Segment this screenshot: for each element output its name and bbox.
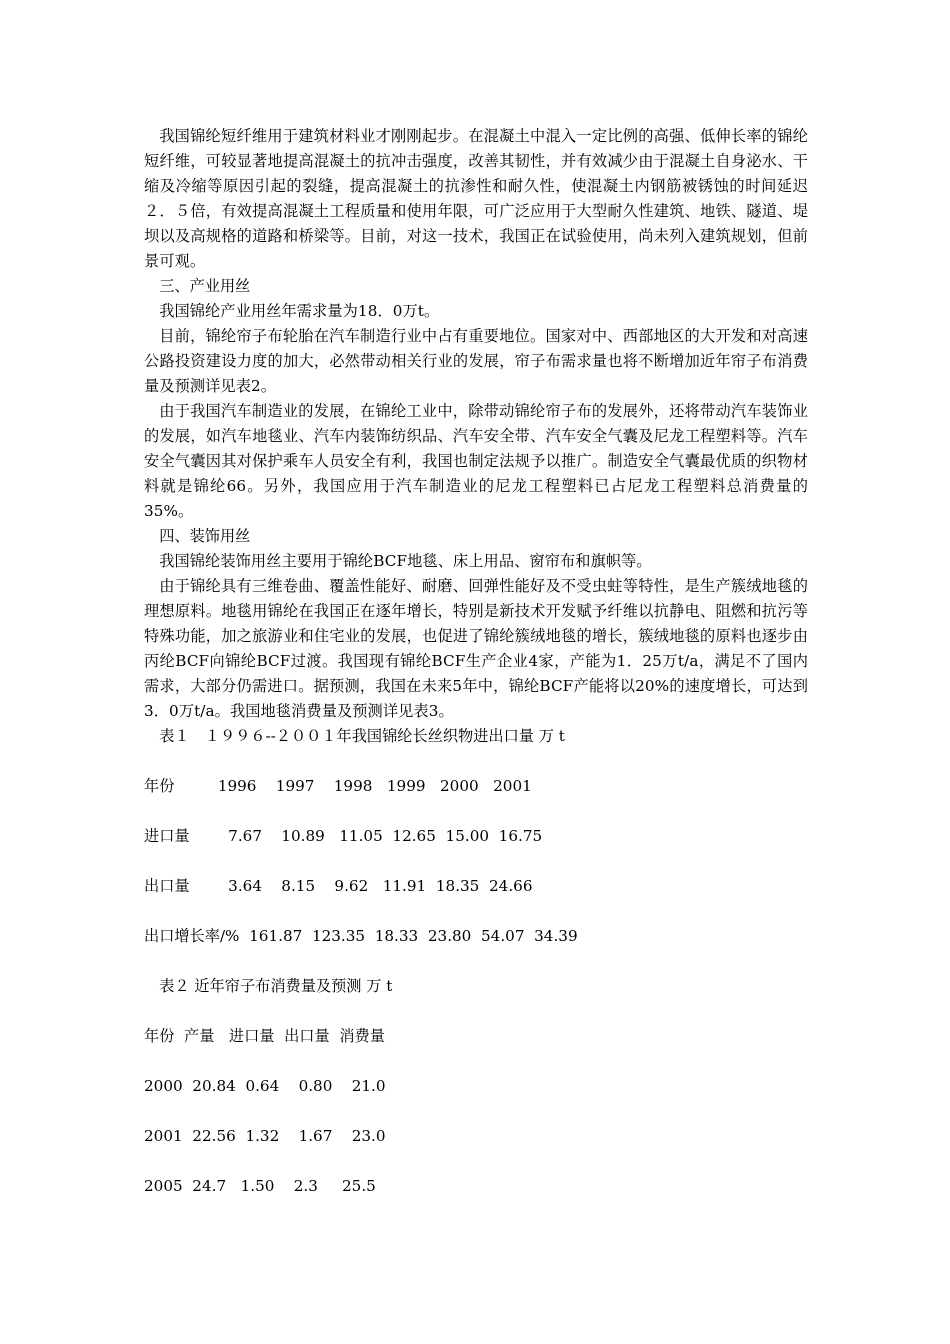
table2-row-2001: 2001 22.56 1.32 1.67 23.0: [144, 1127, 386, 1145]
paragraph-short-fiber: 我国锦纶短纤维用于建筑材料业才刚刚起步。在混凝土中混入一定比例的高强、低伸长率的锦纶短纤维，可较显著地提高混凝土的抗冲击强度，改善其韧性，并有效减少由于混凝土自身泌水、干缩及冷缩等原因引起的裂缝，提高混凝土的抗渗性和耐久性，使混凝土内钢筋被锈蚀的时间延迟２．５倍，有效提高混凝土工程质量和使用年限，可广泛应用于大型耐久性建筑、地铁、隧道、堤坝以及高规格的道路和桥梁等。目前，对这一技术，我国正在试验使用，尚未列入建筑规划，但前景可观。: [144, 127, 808, 270]
document-page: [144, 124, 808, 1199]
table1-caption: 表１ １９９６--２００１年我国锦纶长丝织物进出口量 万 t: [159, 727, 565, 745]
table1-row-header: 年份 1996 1997 1998 1999 2000 2001: [144, 777, 532, 795]
paragraph-auto-industry: 由于我国汽车制造业的发展，在锦纶工业中，除带动锦纶帘子布的发展外，还将带动汽车装饰业的发展，如汽车地毯业、汽车内装饰纺织品、汽车安全带、汽车安全气囊及尼龙工程塑料等。汽车安全气囊因其对保护乘车人员安全有利，我国也制定法规予以推广。制造安全气囊最优质的织物材料就是锦纶66。另外，我国应用于汽车制造业的尼龙工程塑料已占尼龙工程塑料总消费量的35%。: [144, 402, 808, 520]
table1-row-import: 进口量 7.67 10.89 11.05 12.65 15.00 16.75: [144, 827, 543, 845]
paragraph-industrial-demand: 我国锦纶产业用丝年需求量为18．0万t。: [159, 302, 440, 320]
section-heading-decorative: 四、装饰用丝: [159, 527, 251, 545]
section-heading-industrial: 三、产业用丝: [159, 277, 251, 295]
table2-row-2005: 2005 24.7 1.50 2.3 25.5: [144, 1177, 376, 1195]
paragraph-carpet: 由于锦纶具有三维卷曲、覆盖性能好、耐磨、回弹性能好及不受虫蛀等特性，是生产簇绒地毯的理想原料。地毯用锦纶在我国正在逐年增长，特别是新技术开发赋予纤维以抗静电、阻燃和抗污等特殊功能，加之旅游业和住宅业的发展，也促进了锦纶簇绒地毯的增长，簇绒地毯的原料也逐步由丙纶BCF向锦纶BCF过渡。我国现有锦纶BCF生产企业4家，产能为1．25万t/a，满足不了国内需求，大部分仍需进口。据预测，我国在未来5年中，锦纶BCF产能将以20%的速度增长，可达到3．0万t/a。我国地毯消费量及预测详见表3。: [144, 577, 808, 720]
paragraph-decorative-use: 我国锦纶装饰用丝主要用于锦纶BCF地毯、床上用品、窗帘布和旗帜等。: [159, 552, 652, 570]
paragraph-tire-cord: 目前，锦纶帘子布轮胎在汽车制造行业中占有重要地位。国家对中、西部地区的大开发和对高速公路投资建设力度的加大，必然带动相关行业的发展，帘子布需求量也将不断增加近年帘子布消费量及预测详见表2。: [144, 327, 808, 395]
table1-row-growth: 出口增长率/% 161.87 123.35 18.33 23.80 54.07 34.39: [144, 927, 578, 945]
table2-row-header: 年份 产量 进口量 出口量 消费量: [144, 1027, 385, 1045]
table2-caption: 表２ 近年帘子布消费量及预测 万 t: [159, 977, 393, 995]
table2-row-2000: 2000 20.84 0.64 0.80 21.0: [144, 1077, 386, 1095]
table1-row-export: 出口量 3.64 8.15 9.62 11.91 18.35 24.66: [144, 877, 533, 895]
